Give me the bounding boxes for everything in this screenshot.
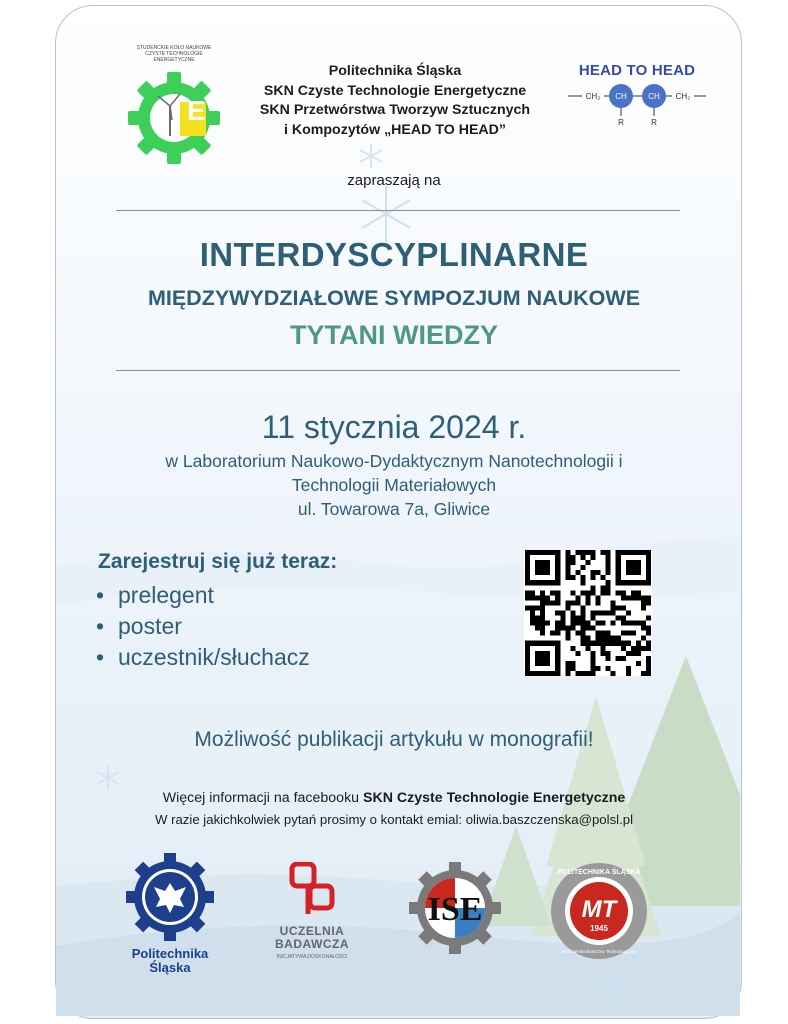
organizer-university: Politechnika Śląska xyxy=(328,63,462,79)
facebook-page-name[interactable]: SKN Czyste Technologie Energetyczne xyxy=(363,790,626,806)
mt-letters: MT xyxy=(581,896,617,923)
facebook-info xyxy=(0,790,788,806)
cte-logo-caption xyxy=(126,45,222,63)
cte-logo xyxy=(126,45,222,166)
option-label: prelegent xyxy=(118,582,214,608)
event-venue xyxy=(0,449,788,521)
cte-caption-line1: STUDENCKIE KOŁO NAUKOWE xyxy=(136,45,212,51)
h2h-ch2-left: CH₂ xyxy=(585,92,601,101)
ub-text xyxy=(272,925,352,964)
registration-qr-code[interactable] xyxy=(524,550,652,676)
h2h-r2: R xyxy=(651,118,657,127)
mt-year: 1945 xyxy=(590,924,608,933)
cte-gear-icon xyxy=(126,66,222,166)
venue-line1: w Laboratorium Naukowo-Dydaktycznym Nanotechnologii i xyxy=(165,451,623,471)
bullet: • xyxy=(96,582,105,608)
registration-options xyxy=(96,580,310,673)
wydzial-mt-logo xyxy=(548,860,650,967)
h2h-ch-2: CH xyxy=(648,92,660,101)
title-tytani-wiedzy: TYTANI WIEDZY xyxy=(290,320,498,350)
publication-note: Możliwość publikacji artykułu w monografii! xyxy=(194,728,594,751)
mt-side-text: Wydział Mechaniczny Technologiczny xyxy=(561,949,637,954)
bullet: • xyxy=(96,644,105,670)
snowflake-decoration-4 xyxy=(97,766,119,790)
polsl-name xyxy=(118,947,222,975)
title-symposium: MIĘDZYWYDZIAŁOWE SYMPOZJUM NAUKOWE xyxy=(147,286,641,310)
venue-line2: Technologii Materiałowych xyxy=(291,475,497,495)
option-prelegent xyxy=(96,580,310,611)
venue-address: ul. Towarowa 7a, Gliwice xyxy=(297,499,491,519)
option-label: uczestnik/słuchacz xyxy=(118,644,310,670)
cte-caption-line2: CZYSTE TECHNOLOGIE ENERGETYCZNE xyxy=(145,51,203,63)
event-date: 11 stycznia 2024 r. xyxy=(261,409,527,445)
organizer-skn-h2h: SKN Przetwórstwa Tworzyw Sztucznych xyxy=(259,102,531,118)
option-poster xyxy=(96,611,310,642)
registration-heading: Zarejestruj się już teraz: xyxy=(98,550,338,573)
option-listener xyxy=(96,642,310,673)
bullet: • xyxy=(96,613,105,639)
politechnika-slaska-logo xyxy=(118,852,222,975)
contact-email-line: W razie jakichkolwiek pytań prosimy o kontakt emial: oliwia.baszczenska@polsl.pl xyxy=(154,812,634,827)
ise-letters: ISE xyxy=(427,891,483,928)
cte-logo-letter: E xyxy=(187,95,206,126)
invite-text: zapraszają na xyxy=(347,172,441,189)
ise-gear-icon xyxy=(405,862,505,954)
ub-line2: BADAWCZA xyxy=(275,937,349,951)
organizers-block xyxy=(215,62,575,140)
snowflake-decoration-1 xyxy=(362,186,410,242)
snowflake-decoration-2 xyxy=(360,144,382,168)
mt-seal-icon xyxy=(548,860,650,962)
option-label: poster xyxy=(118,613,182,639)
h2h-ch-1: CH xyxy=(615,92,627,101)
title-interdisciplinary: INTERDYSCYPLINARNE xyxy=(199,236,589,273)
h2h-title: HEAD TO HEAD xyxy=(578,62,696,79)
organizer-skn-h2h-cont: i Kompozytów „HEAD TO HEAD” xyxy=(283,121,506,138)
divider-bottom xyxy=(116,370,680,371)
ub-symbol-icon xyxy=(282,862,342,920)
polsl-line2: Śląska xyxy=(149,960,191,975)
head-to-head-logo xyxy=(566,62,708,132)
h2h-ch2-right: CH₂ xyxy=(675,92,691,101)
polsl-line1: Politechnika xyxy=(131,946,209,961)
h2h-r1: R xyxy=(618,118,624,127)
organizer-skn-cte: SKN Czyste Technologie Energetyczne xyxy=(263,82,527,99)
divider-top xyxy=(116,210,680,211)
ise-logo xyxy=(405,862,505,959)
polsl-gear-eagle-icon xyxy=(125,852,215,942)
ub-line3: INICJATYWA DOSKONAŁOŚCI xyxy=(276,954,348,960)
ub-line1: UCZELNIA xyxy=(279,924,345,938)
uczelnia-badawcza-logo xyxy=(272,862,352,964)
facebook-info-text: Więcej informacji na facebooku xyxy=(162,790,363,806)
mt-ring-text: POLITECHNIKA ŚLĄSKA xyxy=(557,869,641,876)
h2h-molecule-icon xyxy=(566,80,708,132)
